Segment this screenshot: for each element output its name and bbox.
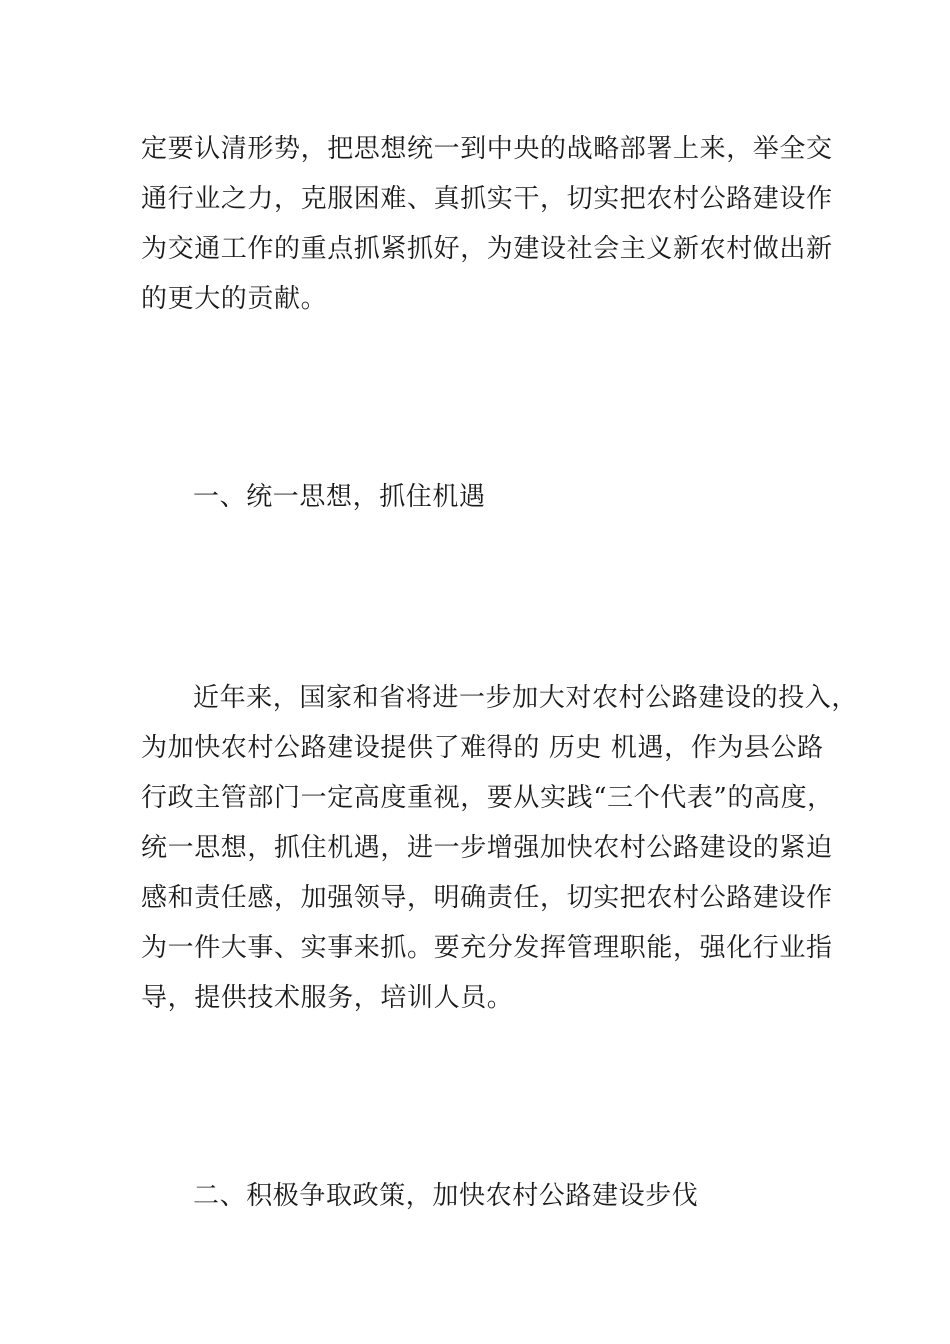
section-heading-1: 一、统一思想，抓住机遇 xyxy=(193,482,486,512)
text-line: 为加快农村公路建设提供了难得的 历史 机遇，作为县公路 xyxy=(141,733,824,763)
text-line: 行政主管部门一定高度重视，要从实践“三个代表”的高度， xyxy=(141,783,834,813)
text-line: 导，提供技术服务，培训人员。 xyxy=(141,983,514,1013)
text-line: 定要认清形势，把思想统一到中央的战略部署上来，举全交 xyxy=(141,134,833,164)
text-line: 感和责任感，加强领导，明确责任，切实把农村公路建设作 xyxy=(141,883,833,913)
text-line: 统一思想，抓住机遇，进一步增强加快农村公路建设的紧迫 xyxy=(141,833,833,863)
text-line: 近年来，国家和省将进一步加大对农村公路建设的投入， xyxy=(193,683,859,713)
text-line: 为交通工作的重点抓紧抓好，为建设社会主义新农村做出新 xyxy=(141,234,833,264)
section-heading-2: 二、积极争取政策，加快农村公路建设步伐 xyxy=(193,1181,699,1211)
text-line: 为一件大事、实事来抓。要充分发挥管理职能，强化行业指 xyxy=(141,933,833,963)
text-line: 通行业之力，克服困难、真抓实干，切实把农村公路建设作 xyxy=(141,184,833,214)
text-line: 的更大的贡献。 xyxy=(141,284,328,314)
